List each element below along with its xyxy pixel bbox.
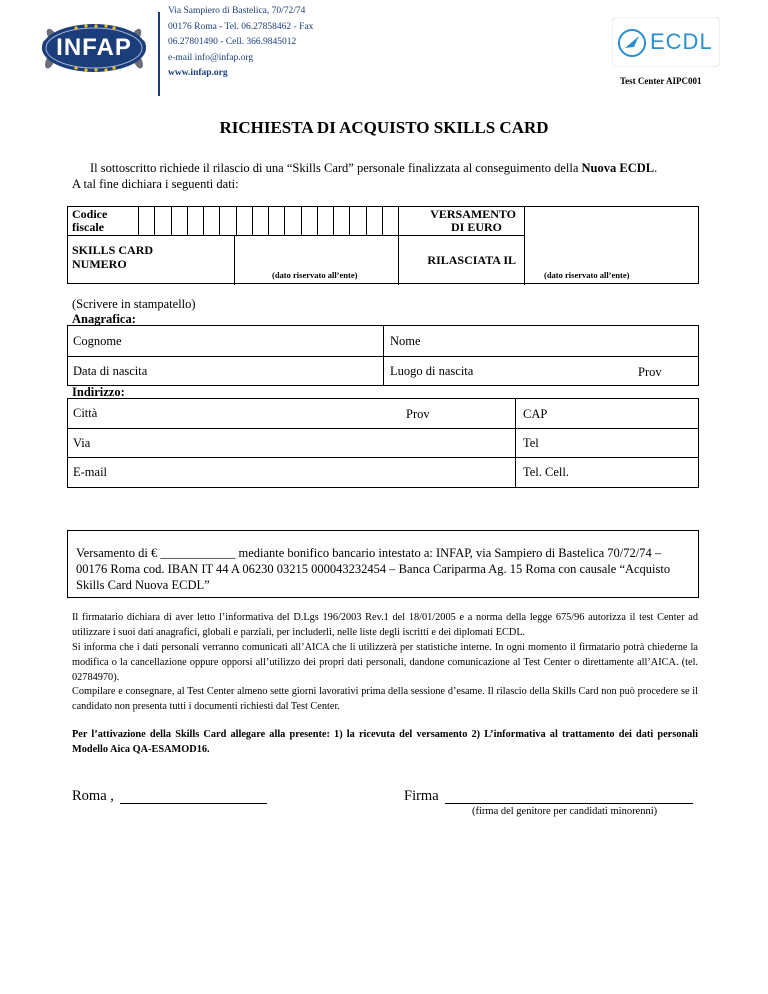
codice-fiscale-boxes[interactable] bbox=[138, 207, 398, 235]
versamento-label: VERSAMENTO DI EURO bbox=[430, 207, 516, 234]
prov-field[interactable]: Prov bbox=[406, 407, 430, 421]
place-label: Roma , bbox=[72, 788, 114, 804]
contact-block bbox=[168, 4, 313, 82]
email-field[interactable]: E-mail bbox=[73, 465, 108, 479]
attachments-notice: Per l’attivazione della Skills Card allegare alla presente: 1) la ricevuta del versamento 2) L’informativa al trattamento dei dati personali Modello Aica QA-ESAMOD16. bbox=[72, 729, 698, 755]
codice-fiscale-label: Codice fiscale bbox=[72, 207, 108, 234]
ecdl-logo bbox=[612, 17, 720, 67]
privacy-paragraph-2: Si informa che i dati personali verranno comunicati all’AICA che li utilizzerà per statistiche interne. In ogni momento il firmatario potrà chiederne la modifica o la cancellazione oppure opporsi all’utilizzo dei propri dati personali, dandone comunicazione al Test Center o direttamente all’AICA. (tel. 02784970). bbox=[72, 642, 698, 683]
indirizzo-heading: Indirizzo: bbox=[72, 385, 125, 399]
page-title: RICHIESTA DI ACQUISTO SKILLS CARD bbox=[219, 118, 549, 137]
payment-text: Versamento di € ____________ mediante bonifico bancario intestato a: INFAP, via Sampiero di Bastelica 70/72/74 – 00176 Roma cod. IBAN IT 44 A 06230 03215 000043232454 – Banca Cariparma Ag. 15 Roma con causale “Acquisto Skills Card Nuova ECDL” bbox=[76, 546, 671, 592]
signature-line[interactable] bbox=[445, 803, 693, 804]
firma-label: Firma bbox=[404, 788, 439, 804]
contact-line: e-mail info@infap.org bbox=[168, 52, 254, 63]
reserved-note-2: (dato riservato all’ente) bbox=[544, 270, 630, 280]
guardian-signature-note: (firma del genitore per candidati minorenni) bbox=[472, 806, 658, 817]
cognome-field[interactable]: Cognome bbox=[73, 334, 122, 348]
privacy-paragraph-1: Il firmatario dichiara di aver letto l’informativa del D.Lgs 196/2003 Rev.1 del 18/01/2005 e a norma della legge 675/96 autorizza il test Center ad utilizzare i suoi dati anagrafici, globali e parziali, per includerli, nelle liste degli iscritti e dei diplomati ECDL. bbox=[72, 612, 698, 638]
luogo-nascita-field[interactable]: Luogo di nascita bbox=[390, 364, 474, 378]
contact-line: Via Sampiero di Bastelica, 70/72/74 bbox=[168, 6, 306, 16]
website-link[interactable]: www.infap.org bbox=[168, 68, 228, 78]
citta-field[interactable]: Città bbox=[73, 406, 98, 420]
payment-instructions bbox=[67, 530, 699, 598]
infap-logo-text: INFAP bbox=[56, 34, 132, 61]
indirizzo-table bbox=[67, 398, 699, 488]
tel-cell-field[interactable]: Tel. Cell. bbox=[523, 465, 569, 479]
tel-field[interactable]: Tel bbox=[523, 436, 539, 450]
skills-card-data-grid bbox=[67, 206, 699, 284]
cap-field[interactable]: CAP bbox=[523, 407, 548, 421]
versamento-amount-field[interactable] bbox=[525, 207, 699, 235]
header-divider bbox=[158, 12, 160, 96]
anagrafica-heading: Anagrafica: bbox=[72, 312, 136, 326]
intro-text: Il sottoscritto richiede il rilascio di una “Skills Card” personale finalizzata al conseguimento della Nuova ECDL. A tal fine dichiara i seguenti dati: bbox=[72, 161, 658, 191]
anagrafica-header bbox=[72, 297, 196, 327]
date-line[interactable] bbox=[120, 803, 267, 804]
infap-logo bbox=[36, 14, 152, 82]
submission-notice: Compilare e consegnare, al Test Center almeno sette giorni lavorativi prima della sessione d’esame. Il rilascio della Skills Card non può procedere se il candidato non presenta tutti i documenti richiesti dal Test Center. bbox=[72, 686, 698, 712]
contact-line: 00176 Roma - Tel. 06.27858462 - Fax bbox=[168, 21, 314, 32]
via-field[interactable]: Via bbox=[73, 436, 91, 450]
block-letters-note: (Scrivere in stampatello) bbox=[72, 297, 196, 311]
ecdl-logo-text: ECDL bbox=[650, 29, 713, 54]
prov-nascita-field[interactable]: Prov bbox=[638, 365, 662, 379]
reserved-note-1: (dato riservato all’ente) bbox=[272, 270, 358, 280]
rilasciata-il-label: RILASCIATA IL bbox=[427, 253, 516, 267]
nome-field[interactable]: Nome bbox=[390, 334, 421, 348]
test-center-label: Test Center AIPC001 bbox=[620, 76, 702, 86]
skills-card-number-label: SKILLS CARD NUMERO bbox=[72, 243, 154, 271]
anagrafica-table bbox=[67, 325, 699, 386]
contact-line: 06.27801490 - Cell. 366.9845012 bbox=[168, 37, 297, 47]
privacy-notice bbox=[72, 610, 698, 685]
data-nascita-field[interactable]: Data di nascita bbox=[73, 364, 148, 378]
